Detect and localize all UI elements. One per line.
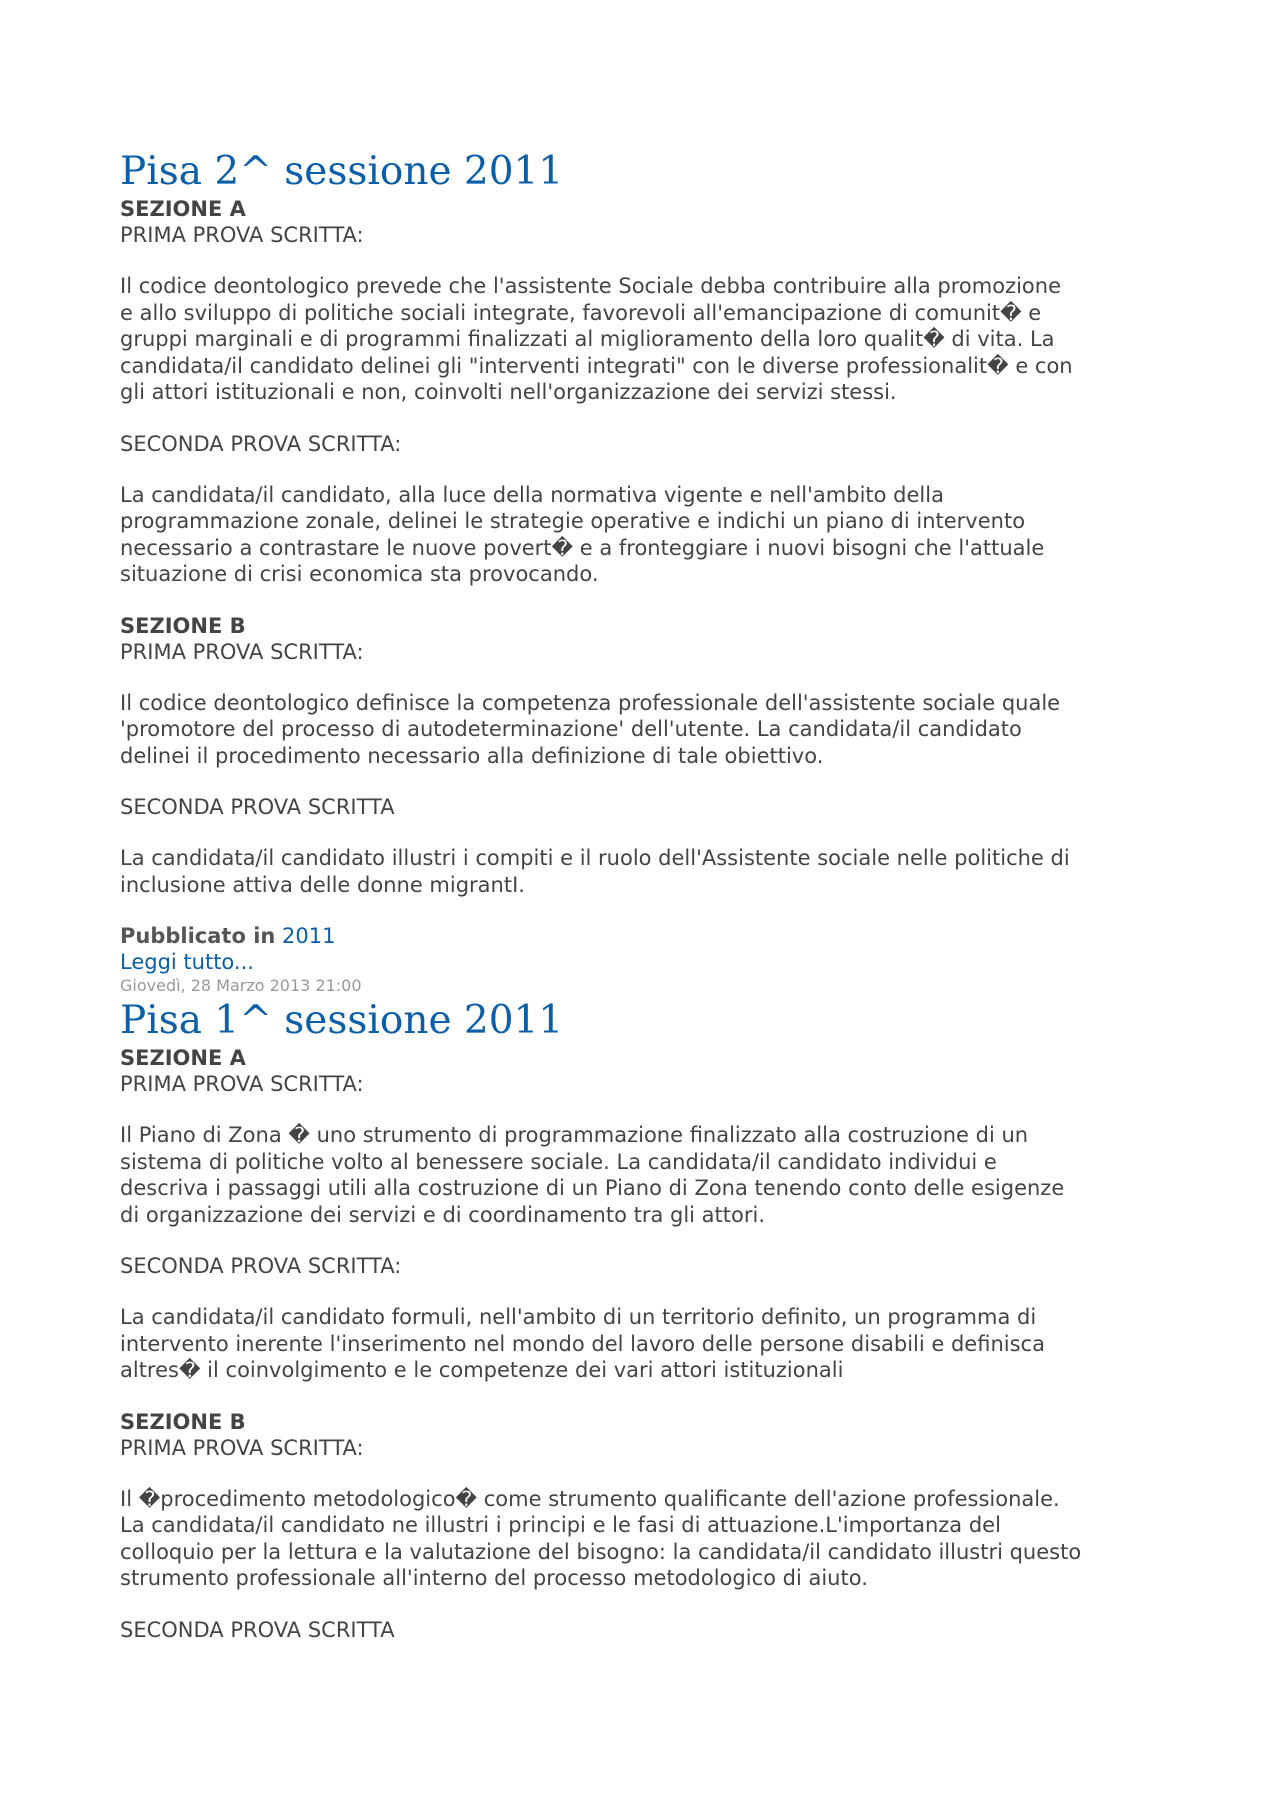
- proof-label: SECONDA PROVA SCRITTA: [120, 795, 395, 819]
- article: [120, 148, 1170, 997]
- paragraph: [120, 1122, 1170, 1228]
- paragraph-line: colloquio per la lettura e la valutazione del bisogno: la candidata/il candidato illustri questo: [120, 1539, 1082, 1564]
- proof-label: PRIMA PROVA SCRITTA:: [120, 639, 364, 664]
- paragraph-line: La candidata/il candidato, alla luce della normativa vigente e nell'ambito della: [120, 482, 944, 507]
- paragraph-line: Il Piano di Zona � uno strumento di programmazione finalizzato alla costruzione di un: [120, 1123, 1029, 1147]
- paragraph: [120, 690, 1170, 770]
- read-more-link[interactable]: Leggi tutto...: [120, 950, 254, 974]
- section-heading: SEZIONE B: [120, 613, 246, 638]
- paragraph: [120, 845, 1170, 898]
- paragraph-line: e allo sviluppo di politiche sociali integrate, favorevoli all'emancipazione di comunit� e: [120, 300, 1042, 325]
- paragraph: [120, 1486, 1170, 1592]
- article: [120, 997, 1170, 1643]
- paragraph-line: situazione di crisi economica sta provocando.: [120, 562, 599, 586]
- category-link[interactable]: 2011: [282, 924, 336, 948]
- paragraph-line: descriva i passaggi utili alla costruzione di un Piano di Zona tenendo conto delle esigenze: [120, 1176, 1065, 1200]
- paragraph-line: sistema di politiche volto al benessere sociale. La candidata/il candidato individui e: [120, 1149, 997, 1174]
- paragraph: [120, 273, 1170, 406]
- paragraph-line: 'promotore del processo di autodeterminazione' dell'utente. La candidata/il candidato: [120, 717, 1022, 741]
- proof-label: SECONDA PROVA SCRITTA:: [120, 1254, 402, 1278]
- paragraph-line: Il �procedimento metodologico� come strumento qualificante dell'azione professionale.: [120, 1486, 1060, 1511]
- published-in: [120, 923, 1170, 949]
- paragraph-line: La candidata/il candidato ne illustri i principi e le fasi di attuazione.L'importanza del: [120, 1513, 1001, 1537]
- paragraph-line: programmazione zonale, delinei le strategie operative e indichi un piano di intervento: [120, 509, 1026, 533]
- paragraph-line: La candidata/il candidato illustri i compiti e il ruolo dell'Assistente sociale nelle politiche di: [120, 846, 1070, 870]
- paragraph-line: inclusione attiva delle donne migrantI.: [120, 872, 525, 897]
- article-title[interactable]: Pisa 2^ sessione 2011: [120, 149, 564, 194]
- paragraph-line: gruppi marginali e di programmi finalizzati al miglioramento della loro qualit� di vita. La: [120, 327, 1055, 351]
- article-list: [120, 148, 1170, 1643]
- proof-label: SECONDA PROVA SCRITTA:: [120, 431, 402, 456]
- proof-label: PRIMA PROVA SCRITTA:: [120, 223, 364, 247]
- proof-label: PRIMA PROVA SCRITTA:: [120, 1435, 364, 1460]
- proof-label: PRIMA PROVA SCRITTA:: [120, 1072, 364, 1096]
- paragraph-line: di organizzazione dei servizi e di coordinamento tra gli attori.: [120, 1202, 766, 1227]
- paragraph: [120, 482, 1170, 588]
- article-date: Giovedì, 28 Marzo 2013 21:00: [120, 976, 362, 995]
- paragraph-line: altres� il coinvolgimento e le competenze dei vari attori istituzionali: [120, 1358, 844, 1382]
- paragraph-line: strumento professionale all'interno del processo metodologico di aiuto.: [120, 1566, 868, 1590]
- article-title[interactable]: Pisa 1^ sessione 2011: [120, 998, 564, 1043]
- section-heading: SEZIONE A: [120, 1046, 246, 1070]
- paragraph-line: Il codice deontologico prevede che l'assistente Sociale debba contribuire alla promozione: [120, 274, 1062, 298]
- paragraph: [120, 1304, 1170, 1384]
- paragraph-line: La candidata/il candidato formuli, nell'ambito di un territorio definito, un programma di: [120, 1305, 1037, 1329]
- section-heading: SEZIONE A: [120, 197, 246, 221]
- paragraph-line: intervento inerente l'inserimento nel mondo del lavoro delle persone disabili e definisca: [120, 1331, 1045, 1356]
- paragraph-line: candidata/il candidato delinei gli "interventi integrati" con le diverse professionalit� e con: [120, 353, 1073, 378]
- paragraph-line: gli attori istituzionali e non, coinvolti nell'organizzazione dei servizi stessi.: [120, 380, 897, 404]
- section-heading: SEZIONE B: [120, 1409, 246, 1434]
- published-label: Pubblicato in: [120, 924, 276, 948]
- paragraph-line: delinei il procedimento necessario alla definizione di tale obiettivo.: [120, 743, 824, 768]
- proof-label: SECONDA PROVA SCRITTA: [120, 1617, 395, 1642]
- paragraph-line: necessario a contrastare le nuove povert� e a fronteggiare i nuovi bisogni che l'attuale: [120, 535, 1045, 560]
- paragraph-line: Il codice deontologico definisce la competenza professionale dell'assistente sociale quale: [120, 690, 1061, 715]
